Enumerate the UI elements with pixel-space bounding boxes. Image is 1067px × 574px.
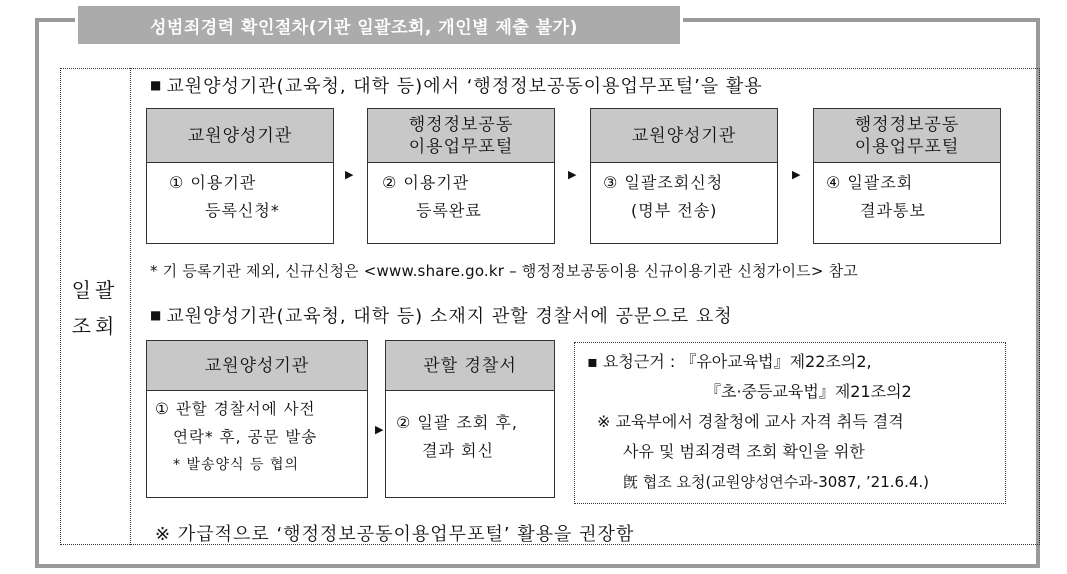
row-label-line2: 조회	[71, 314, 119, 338]
section2-bullet	[150, 302, 733, 328]
arrow-right-icon: ▶	[792, 168, 801, 181]
legal-basis-line2: 『초·중등교육법』제21조의2	[705, 382, 912, 401]
step1-head	[147, 109, 333, 163]
row-label	[60, 272, 130, 344]
request-box-police-line2: 결과 회신	[422, 441, 494, 460]
step2-head-line2: 이용업무포털	[408, 136, 514, 157]
section2-bullet-text: 교원양성기관(교육청, 대학 등) 소재지 관할 경찰서에 공문으로 요청	[166, 306, 733, 327]
step1-box	[146, 108, 334, 244]
column-divider	[130, 68, 131, 545]
step1-body	[147, 163, 333, 231]
step1-body-line1: ① 이용기관	[169, 173, 257, 192]
arrow-right-icon: ▶	[345, 168, 354, 181]
step2-body	[368, 163, 554, 231]
section1-bullet	[150, 72, 763, 98]
arrow-right-icon: ▶	[375, 423, 384, 436]
request-box-police-line1: ② 일괄 조회 후,	[396, 413, 518, 432]
request-box-school-line3: * 발송양식 등 협의	[173, 457, 300, 473]
step4-head-line2: 이용업무포털	[854, 136, 960, 157]
step3-body	[591, 163, 777, 231]
bullet-square-icon: ■	[150, 308, 163, 322]
legal-basis-line3: ※ 교육부에서 경찰청에 교사 자격 취득 결격	[597, 412, 904, 431]
step2-body-line1: ② 이용기관	[382, 173, 470, 192]
request-box-police-head	[386, 341, 554, 391]
step2-box	[367, 108, 555, 244]
registration-note: * 기 등록기관 제외, 신규신청은 <www.share.go.kr – 행정정보공동이용 신규이용기관 신청가이드> 참고	[150, 262, 858, 280]
request-box-school-line1: ① 관할 경찰서에 사전	[155, 400, 316, 418]
legal-basis-box	[574, 342, 1006, 504]
request-box-police	[385, 340, 555, 498]
request-box-school-head	[147, 341, 367, 391]
request-box-school-head-text: 교원양성기관	[204, 355, 310, 376]
request-box-police-body	[386, 391, 554, 483]
step3-head	[591, 109, 777, 163]
step4-head	[814, 109, 1000, 163]
step2-head-line1: 행정정보공동	[408, 114, 514, 135]
step4-head-line1: 행정정보공동	[854, 114, 960, 135]
frame-bottom-border	[35, 564, 1040, 568]
section-title: 성범죄경력 확인절차(기관 일괄조회, 개인별 제출 불가)	[75, 6, 683, 44]
step2-body-line2: 등록완료	[416, 201, 482, 220]
frame-left-border	[35, 18, 39, 568]
request-box-police-head-text: 관할 경찰서	[423, 355, 517, 376]
step3-head-text: 교원양성기관	[631, 125, 737, 146]
legal-basis-line1: ▪ 요청근거 : 『유아교육법』제22조의2,	[587, 352, 872, 371]
step4-body	[814, 163, 1000, 231]
legal-basis-line4: 사유 및 범죄경력 조회 확인을 위한	[623, 442, 865, 461]
recommendation-note: ※ 가급적으로 ‘행정정보공동이용업무포털’ 활용을 권장함	[155, 524, 635, 545]
step1-body-line2: 등록신청*	[205, 201, 280, 220]
request-box-school-line2: 연락* 후, 공문 발송	[173, 428, 318, 446]
request-box-school	[146, 340, 368, 498]
step3-body-line2: (명부 전송)	[631, 201, 718, 220]
row-label-line1: 일괄	[71, 278, 119, 302]
step3-body-line1: ③ 일괄조회신청	[603, 173, 724, 192]
step4-box	[813, 108, 1001, 244]
request-box-school-body	[147, 391, 367, 483]
step4-body-line1: ④ 일괄조회	[826, 173, 914, 192]
section1-bullet-text: 교원양성기관(교육청, 대학 등)에서 ‘행정정보공동이용업무포털’을 활용	[166, 76, 763, 97]
arrow-right-icon: ▶	[568, 168, 577, 181]
legal-basis-line5: 旣 협조 요청(교원양성연수과-3087, ’21.6.4.)	[623, 473, 930, 491]
step4-body-line2: 결과통보	[860, 201, 926, 220]
step3-box	[590, 108, 778, 244]
bullet-square-icon: ■	[150, 78, 163, 92]
step2-head	[368, 109, 554, 163]
step1-head-text: 교원양성기관	[187, 125, 293, 146]
